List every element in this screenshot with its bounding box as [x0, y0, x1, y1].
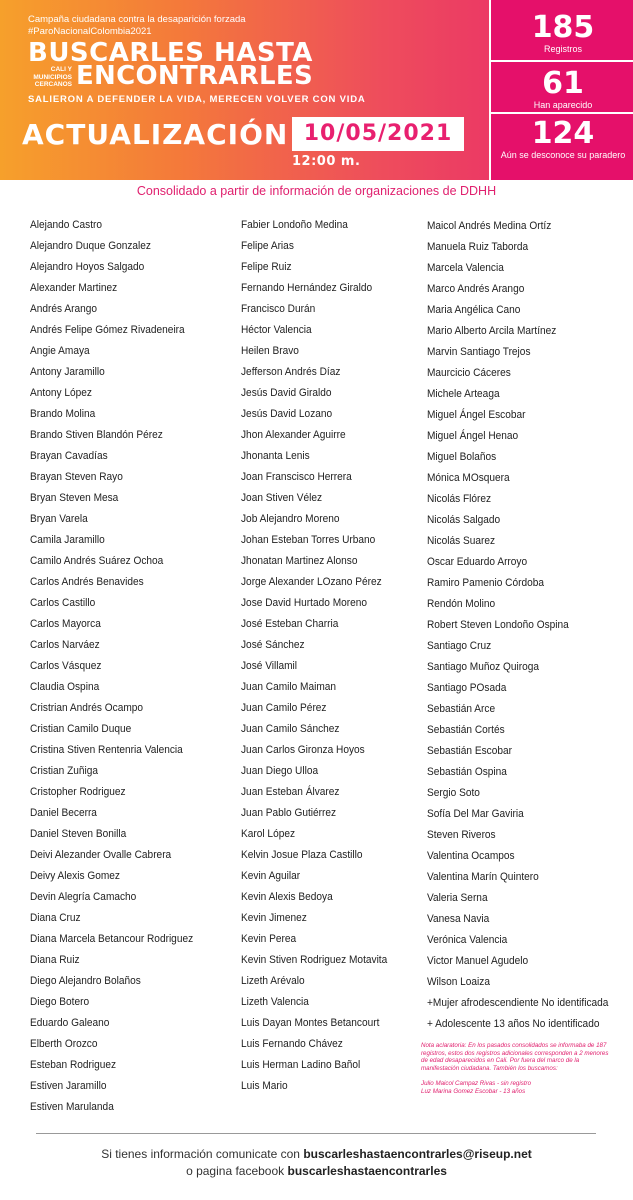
missing-person-name: Jose David Hurtado Moreno	[241, 597, 368, 609]
list-subtitle: Consolidado a partir de información de organizaciones de DDHH	[136, 184, 497, 198]
missing-person-name: Juan Camilo Pérez	[241, 702, 327, 714]
missing-person-name: Luis Mario	[241, 1080, 288, 1092]
missing-person-name: Marco Andrés Arango	[427, 283, 525, 295]
missing-person-name: Valentina Ocampos	[427, 850, 515, 862]
missing-person-name: Carlos Castillo	[30, 597, 96, 609]
city-label: CALI Y MUNICIPIOS CERCANOS	[33, 66, 72, 88]
missing-person-name: Lizeth Arévalo	[241, 975, 305, 987]
missing-person-name: Andrés Arango	[30, 303, 97, 315]
missing-person-name: Mónica MOsquera	[427, 472, 510, 484]
title-top: BUSCARLES HASTA	[28, 38, 313, 68]
note-text: Nota aclaratoria: En los pasados consolidados se informaba de 187 registros, estos dos registros adicionales corresponden a 2 menores de edad desaparecidos en Cali. Por fuera del marco de la manifestación ciudadana. También los buscamos:	[421, 1042, 609, 1072]
missing-person-name: Jhon Alexander Aguirre	[241, 429, 346, 441]
missing-person-name: Luis Fernando Chávez	[241, 1038, 343, 1050]
missing-person-name: Bryan Steven Mesa	[30, 492, 119, 504]
missing-person-name: Johan Esteban Torres Urbano	[241, 534, 376, 546]
names-column-3	[427, 216, 624, 1035]
missing-person-name: Miguel Ángel Henao	[427, 430, 519, 442]
missing-person-name: Diego Alejandro Bolaños	[30, 975, 141, 987]
missing-person-name: Sofía Del Mar Gaviria	[427, 808, 524, 820]
stat-number: 124	[531, 116, 595, 151]
missing-person-name: Oscar Eduardo Arroyo	[427, 556, 528, 568]
missing-person-name: Esteban Rodriguez	[30, 1059, 117, 1071]
missing-person-name: Miguel Ángel Escobar	[427, 409, 526, 421]
missing-person-name: Karol López	[241, 828, 296, 840]
missing-person-name: Deivy Alexis Gomez	[30, 870, 120, 882]
stat-label: Registros	[543, 44, 582, 54]
missing-person-name: Steven Riveros	[427, 829, 496, 841]
missing-person-name: Jefferson Andrés Díaz	[241, 366, 341, 378]
missing-person-name: Maicol Andrés Medina Ortíz	[427, 220, 552, 232]
missing-person-name: Marcela Valencia	[427, 262, 504, 274]
missing-person-name: Kelvin Josue Plaza Castillo	[241, 849, 363, 861]
missing-person-name: Camila Jaramillo	[30, 534, 105, 546]
missing-person-name: Verónica Valencia	[427, 934, 508, 946]
missing-person-name: Felipe Ruiz	[241, 261, 292, 273]
missing-person-name: Rendón Molino	[427, 598, 496, 610]
stat-aparecido	[491, 68, 633, 110]
stat-paradero	[491, 118, 633, 160]
campaign-caption	[28, 14, 318, 38]
footer-contact-prefix: Si tienes información comunicate con	[101, 1147, 304, 1161]
missing-person-name: Ramiro Pamenio Córdoba	[427, 577, 544, 589]
missing-person-name: Daniel Becerra	[30, 807, 97, 819]
missing-person-name: Jorge Alexander LOzano Pérez	[241, 576, 382, 588]
missing-person-name: Andrés Felipe Gómez Rivadeneira	[30, 324, 185, 336]
missing-person-name: Antony Jaramillo	[30, 366, 105, 378]
missing-person-name: Carlos Andrés Benavides	[30, 576, 144, 588]
slogan: SALIERON A DEFENDER LA VIDA, MERECEN VOLVER CON VIDA	[28, 94, 366, 105]
title-bottom: ENCONTRARLES	[76, 61, 314, 91]
contact-email-link[interactable]: buscarleshastaencontrarles@riseup.net	[303, 1147, 532, 1161]
names-column-2	[241, 215, 400, 1097]
missing-person-name: Lizeth Valencia	[241, 996, 309, 1008]
missing-person-name: Luis Herman Ladino Bañol	[241, 1059, 361, 1071]
missing-person-name: Juan Diego Ulloa	[241, 765, 319, 777]
campaign-line: Campaña ciudadana contra la desaparición forzada	[28, 14, 246, 25]
missing-person-name: Kevin Stiven Rodriguez Motavita	[241, 954, 388, 966]
missing-person-name: Eduardo Galeano	[30, 1017, 110, 1029]
missing-person-name: Nicolás Flórez	[427, 493, 492, 505]
missing-person-name: Santiago Cruz	[427, 640, 492, 652]
missing-person-name: Wilson Loaiza	[427, 976, 491, 988]
missing-person-name: José Esteban Charria	[241, 618, 339, 630]
missing-person-name: Kevin Aguilar	[241, 870, 301, 882]
missing-person-name: Robert Steven Londoño Ospina	[427, 619, 569, 631]
missing-person-name: Kevin Perea	[241, 933, 297, 945]
footer-contact-line	[0, 1146, 633, 1163]
missing-person-name: Santiago Muñoz Quiroga	[427, 661, 539, 673]
missing-person-name: Bryan Varela	[30, 513, 88, 525]
missing-person-name: Alexander Martinez	[30, 282, 118, 294]
stat-number: 185	[531, 10, 595, 45]
footer-facebook-line	[0, 1163, 633, 1180]
missing-person-name: Maurcicio Cáceres	[427, 367, 511, 379]
missing-person-name: Jhonanta Lenis	[241, 450, 310, 462]
missing-person-name: Estiven Marulanda	[30, 1101, 114, 1113]
missing-person-name: + Adolescente 13 años No identificado	[427, 1018, 600, 1030]
missing-person-name: Estiven Jaramillo	[30, 1080, 107, 1092]
campaign-hashtag: #ParoNacionalColombia2021	[28, 26, 152, 37]
missing-person-name: Sebastián Ospina	[427, 766, 507, 778]
missing-person-name: Diana Marcela Betancour Rodriguez	[30, 933, 194, 945]
missing-person-name: Elberth Orozco	[30, 1038, 98, 1050]
missing-person-name: Diana Cruz	[30, 912, 81, 924]
missing-person-name: Alejandro Duque Gonzalez	[30, 240, 151, 252]
missing-person-name: Nicolás Suarez	[427, 535, 496, 547]
missing-person-name: Brando Molina	[30, 408, 96, 420]
footer-divider	[36, 1133, 596, 1134]
stat-label: Aún se desconoce su paradero	[500, 150, 626, 160]
missing-person-name: Marvin Santiago Trejos	[427, 346, 531, 358]
missing-person-name: Antony López	[30, 387, 92, 399]
stat-number: 61	[542, 66, 584, 101]
missing-person-name: Brando Stiven Blandón Pérez	[30, 429, 163, 441]
stat-divider	[491, 112, 633, 114]
missing-person-name: Sergio Soto	[427, 787, 480, 799]
missing-person-name: Cristopher Rodriguez	[30, 786, 126, 798]
note-item: Julio Maicol Campaz Rivas - sin registro	[421, 1080, 532, 1088]
stat-label: Han aparecido	[533, 100, 593, 110]
missing-person-name: Cristian Camilo Duque	[30, 723, 132, 735]
missing-person-name: Angie Amaya	[30, 345, 90, 357]
missing-person-name: Diego Botero	[30, 996, 90, 1008]
missing-person-name: Carlos Mayorca	[30, 618, 101, 630]
missing-person-name: Santiago POsada	[427, 682, 507, 694]
missing-person-name: Job Alejandro Moreno	[241, 513, 340, 525]
missing-person-name: Cristina Stiven Rentenria Valencia	[30, 744, 183, 756]
missing-person-name: Manuela Ruiz Taborda	[427, 241, 529, 253]
missing-person-name: Vanesa Navia	[427, 913, 490, 925]
missing-person-name: Claudia Ospina	[30, 681, 100, 693]
missing-person-name: Juan Camilo Maiman	[241, 681, 337, 693]
names-column-1	[30, 215, 207, 1118]
missing-person-name: José Villamil	[241, 660, 298, 672]
missing-person-name: Joan Stiven Vélez	[241, 492, 323, 504]
missing-person-name: Juan Esteban Álvarez	[241, 786, 340, 798]
missing-person-name: Fernando Hernández Giraldo	[241, 282, 373, 294]
missing-person-name: Valeria Serna	[427, 892, 488, 904]
note-list	[421, 1080, 617, 1095]
missing-person-name: Diana Ruiz	[30, 954, 80, 966]
missing-person-name: Deivi Alezander Ovalle Cabrera	[30, 849, 172, 861]
missing-person-name: Carlos Vásquez	[30, 660, 102, 672]
missing-person-name: Jhonatan Martinez Alonso	[241, 555, 358, 567]
note-item: Luz Marina Gomez Escobar - 13 años	[421, 1087, 526, 1095]
missing-person-name: Alejandro Hoyos Salgado	[30, 261, 145, 273]
missing-person-name: Sebastián Cortés	[427, 724, 505, 736]
missing-person-name: Camilo Andrés Suárez Ochoa	[30, 555, 164, 567]
missing-person-name: Jesús David Lozano	[241, 408, 333, 420]
update-label: ACTUALIZACIÓN	[22, 118, 289, 151]
missing-person-name: Luis Dayan Montes Betancourt	[241, 1017, 380, 1029]
missing-person-name: Francisco Durán	[241, 303, 316, 315]
missing-person-name: Nicolás Salgado	[427, 514, 501, 526]
missing-person-name: Devin Alegría Camacho	[30, 891, 137, 903]
missing-person-name: Maria Angélica Cano	[427, 304, 521, 316]
missing-person-name: Sebastián Arce	[427, 703, 496, 715]
missing-person-name: Miguel Bolaños	[427, 451, 497, 463]
stat-registros	[491, 12, 633, 54]
missing-person-name: Cristrian Andrés Ocampo	[30, 702, 144, 714]
missing-person-name: Juan Camilo Sánchez	[241, 723, 340, 735]
missing-person-name: Victor Manuel Agudelo	[427, 955, 529, 967]
missing-person-name: Kevin Alexis Bedoya	[241, 891, 333, 903]
missing-person-name: Joan Franscisco Herrera	[241, 471, 352, 483]
missing-person-name: Brayan Steven Rayo	[30, 471, 123, 483]
missing-person-name: Jesús David Giraldo	[241, 387, 332, 399]
missing-person-name: Sebastián Escobar	[427, 745, 512, 757]
missing-person-name: Daniel Steven Bonilla	[30, 828, 127, 840]
missing-person-name: Fabier Londoño Medina	[241, 219, 348, 231]
update-date: 10/05/2021	[292, 117, 464, 151]
missing-person-name: Alejando Castro	[30, 219, 103, 231]
missing-person-name: Heilen Bravo	[241, 345, 299, 357]
missing-person-name: Carlos Narváez	[30, 639, 100, 651]
missing-person-name: Mario Alberto Arcila Martínez	[427, 325, 557, 337]
missing-person-name: José Sánchez	[241, 639, 305, 651]
facebook-page-link[interactable]: buscarleshastaencontrarles	[287, 1164, 447, 1178]
update-time: 12:00 m.	[292, 154, 361, 169]
missing-person-name: Héctor Valencia	[241, 324, 312, 336]
stats-panel	[489, 0, 633, 180]
missing-person-name: Felipe Arias	[241, 240, 294, 252]
missing-person-name: Cristian Zuñiga	[30, 765, 99, 777]
missing-person-name: Kevin Jimenez	[241, 912, 307, 924]
footer-facebook-prefix: o pagina facebook	[186, 1164, 288, 1178]
missing-person-name: +Mujer afrodescendiente No identificada	[427, 997, 609, 1009]
stat-divider	[491, 60, 633, 62]
missing-person-name: Juan Pablo Gutiérrez	[241, 807, 337, 819]
missing-person-name: Brayan Cavadías	[30, 450, 108, 462]
clarification-note	[421, 1042, 617, 1096]
missing-person-name: Michele Arteaga	[427, 388, 500, 400]
missing-person-name: Valentina Marín Quintero	[427, 871, 539, 883]
footer	[0, 1146, 633, 1180]
missing-person-name: Juan Carlos Gironza Hoyos	[241, 744, 365, 756]
